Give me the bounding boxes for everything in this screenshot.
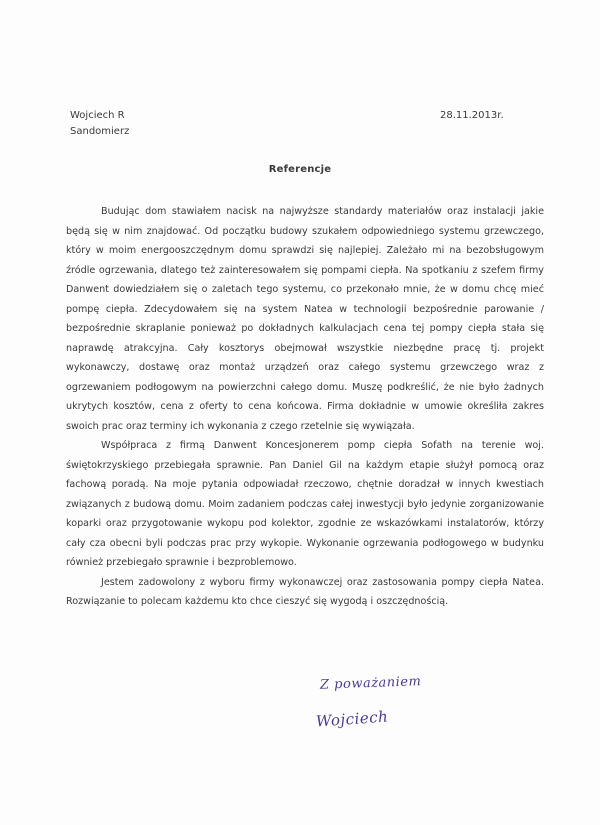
paragraph: Jestem zadowolony z wyboru firmy wykonawczej oraz zastosowania pompy ciepła Natea. Rozwiązanie to polecam każdemu kto chce cieszyć się wygodą i oszczędnością. [66,576,544,607]
handwritten-signature: Wojciech [315,707,389,731]
letter-date: 28.11.2013r. [440,110,504,121]
sender-name: Wojciech R [70,110,125,121]
signature-closing: Z poważaniem [319,674,422,693]
sender-block [70,108,129,139]
sender-city: Sandomierz [70,125,130,137]
paragraph: Budując dom stawiałem nacisk na najwyższe standardy materiałów oraz instalacji jakie będą się w nim znajdować. Od początku budowy szukałem odpowiedniego systemu grzewczego, który w moim energooszczędnym domu sprawdzi się najlepiej. Zależało mi na bezobsługowym źródle ogrzewania, dlatego też zainteresowałem się pompami ciepła. Na spotkaniu z szefem firmy Danwent dowiedziałem się o zaletach tego systemu, co przekonało mnie, że w domu chcę mieć pompę ciepła. Zdecydowałem się na system Natea w technologii bezpośrednie parowanie / bezpośrednie skraplanie ponieważ po dokładnych kalkulacjach cena tej pompy ciepła stała się naprawdę atrakcyjna. Cały kosztorys obejmował wszystkie niezbędne pracę tj. projekt wykonawczy, dostawę oraz montaż urządzeń oraz całego systemu grzewczego wraz z ogrzewaniem podłogowym na powierzchni całego domu. Muszę podkreślić, że nie było żadnych ukrytych kosztów, cena z oferty to cena końcowa. Firma dokładnie w umowie określiła zakres swoich prac oraz terminy ich wykonania z czego rzetelnie się wywiązała. [66,206,544,432]
paragraph: Współpraca z firmą Danwent Koncesjonerem pomp ciepła Sofath na terenie woj. świętokrzyskiego przebiegała sprawnie. Pan Daniel Gil na każdym etapie służył pomocą oraz fachową poradą. Na moje pytania odpowiadał rzeczowo, chętnie doradzał w innych kwestiach związanych z budową domu. Moim zadaniem podczas całej inwestycji było jedynie zorganizowanie koparki oraz przygotowanie wykopu pod kolektor, zgodnie ze wskazówkami instalatorów, którzy cały cza obecni byli podczas prac przy wykopie. Wykonanie ogrzewania podłogowego w budynku również przebiegało sprawnie i bezproblemowo. [66,440,544,568]
letter-title: Referencje [268,164,332,175]
letter-body [66,202,544,612]
